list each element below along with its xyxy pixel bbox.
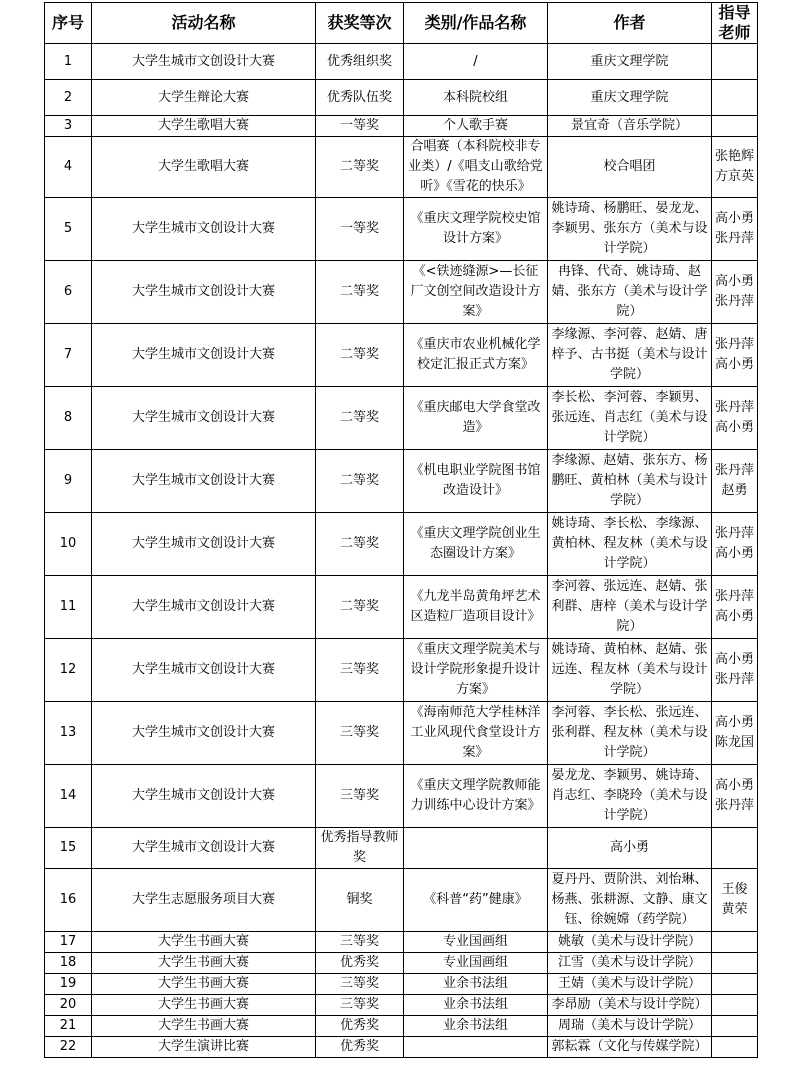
cell-author: 李河蓉、张远连、赵婧、张利群、唐梓（美术与设计学院）: [548, 576, 712, 639]
cell-author: 周瑞（美术与设计学院）: [548, 1016, 712, 1037]
cell-teacher: [712, 44, 758, 80]
cell-teacher: 高小勇 张丹萍: [712, 639, 758, 702]
cell-award: 一等奖: [316, 198, 404, 261]
cell-award: 三等奖: [316, 974, 404, 995]
cell-author: 李缘源、李河蓉、赵婧、唐梓予、古书挺（美术与设计学院）: [548, 324, 712, 387]
cell-no: 9: [45, 450, 92, 513]
cell-author: 李长松、李河蓉、李颖男、张远连、肖志红（美术与设计学院）: [548, 387, 712, 450]
table-row: [45, 932, 758, 953]
cell-award: 优秀奖: [316, 953, 404, 974]
cell-activity: 大学生城市文创设计大赛: [92, 513, 316, 576]
cell-author: 景宜奇（音乐学院）: [548, 116, 712, 137]
table-header-row: [45, 3, 758, 44]
table-row: [45, 953, 758, 974]
cell-work: 合唱赛（本科院校非专业类）/《唱支山歌给党听》《雪花的快乐》: [404, 137, 548, 198]
table-row: [45, 80, 758, 116]
cell-activity: 大学生辩论大赛: [92, 80, 316, 116]
header-work: 类别/作品名称: [404, 3, 548, 44]
cell-teacher: 高小勇 张丹萍: [712, 261, 758, 324]
header-award: 获奖等次: [316, 3, 404, 44]
cell-activity: 大学生城市文创设计大赛: [92, 44, 316, 80]
cell-work: 《重庆市农业机械化学校定汇报正式方案》: [404, 324, 548, 387]
cell-activity: 大学生书画大赛: [92, 1016, 316, 1037]
cell-activity: 大学生城市文创设计大赛: [92, 765, 316, 828]
cell-teacher: 张丹萍 高小勇: [712, 576, 758, 639]
cell-award: 三等奖: [316, 702, 404, 765]
cell-author: 重庆文理学院: [548, 44, 712, 80]
cell-work: [404, 1037, 548, 1058]
table-row: [45, 869, 758, 932]
cell-activity: 大学生歌唱大赛: [92, 137, 316, 198]
cell-work: 《科普“药”健康》: [404, 869, 548, 932]
cell-award: 优秀指导教师奖: [316, 828, 404, 869]
cell-teacher: 王俊 黄荣: [712, 869, 758, 932]
cell-activity: 大学生演讲比赛: [92, 1037, 316, 1058]
cell-no: 12: [45, 639, 92, 702]
cell-activity: 大学生城市文创设计大赛: [92, 261, 316, 324]
cell-author: 王婧（美术与设计学院）: [548, 974, 712, 995]
cell-teacher: [712, 828, 758, 869]
cell-award: 三等奖: [316, 765, 404, 828]
cell-author: 李昂励（美术与设计学院）: [548, 995, 712, 1016]
cell-award: 二等奖: [316, 387, 404, 450]
cell-award: 优秀奖: [316, 1037, 404, 1058]
cell-work: 《重庆文理学院美术与设计学院形象提升设计方案》: [404, 639, 548, 702]
cell-teacher: 高小勇 陈龙国: [712, 702, 758, 765]
cell-teacher: [712, 974, 758, 995]
table-row: [45, 513, 758, 576]
cell-author: 校合唱团: [548, 137, 712, 198]
cell-work: 《重庆邮电大学食堂改造》: [404, 387, 548, 450]
cell-award: 二等奖: [316, 513, 404, 576]
cell-teacher: 张丹萍 高小勇: [712, 324, 758, 387]
cell-activity: 大学生城市文创设计大赛: [92, 387, 316, 450]
cell-work: 业余书法组: [404, 974, 548, 995]
cell-no: 21: [45, 1016, 92, 1037]
cell-no: 18: [45, 953, 92, 974]
cell-work: 业余书法组: [404, 995, 548, 1016]
cell-award: 二等奖: [316, 261, 404, 324]
cell-activity: 大学生城市文创设计大赛: [92, 702, 316, 765]
table-row: [45, 995, 758, 1016]
cell-work: 《九龙半岛黄角坪艺术区造粒厂造项目设计》: [404, 576, 548, 639]
cell-teacher: [712, 932, 758, 953]
cell-award: 优秀奖: [316, 1016, 404, 1037]
cell-author: 李缘源、赵婧、张东方、杨鹏旺、黄柏林（美术与设计学院）: [548, 450, 712, 513]
header-teacher: 指导老师: [712, 3, 758, 44]
cell-work: 业余书法组: [404, 1016, 548, 1037]
cell-teacher: [712, 80, 758, 116]
cell-author: 冉锋、代奇、姚诗琦、赵婧、张东方（美术与设计学院）: [548, 261, 712, 324]
header-author: 作者: [548, 3, 712, 44]
cell-author: 姚敏（美术与设计学院）: [548, 932, 712, 953]
cell-work: 专业国画组: [404, 932, 548, 953]
cell-award: 二等奖: [316, 137, 404, 198]
cell-no: 2: [45, 80, 92, 116]
cell-no: 22: [45, 1037, 92, 1058]
cell-award: 三等奖: [316, 995, 404, 1016]
cell-author: 郭耘霖（文化与传媒学院）: [548, 1037, 712, 1058]
cell-no: 19: [45, 974, 92, 995]
cell-activity: 大学生志愿服务项目大赛: [92, 869, 316, 932]
cell-work: 个人歌手赛: [404, 116, 548, 137]
cell-teacher: 张丹萍 赵勇: [712, 450, 758, 513]
cell-no: 13: [45, 702, 92, 765]
cell-author: 姚诗琦、黄柏林、赵婧、张远连、程友林（美术与设计学院）: [548, 639, 712, 702]
cell-no: 6: [45, 261, 92, 324]
cell-work: 《<铁迹缝源>—长征厂文创空间改造设计方案》: [404, 261, 548, 324]
cell-work: 本科院校组: [404, 80, 548, 116]
cell-author: 夏丹丹、贾阶洪、刘怡琳、杨燕、张耕源、文静、康文钰、徐婉嫦（药学院）: [548, 869, 712, 932]
cell-no: 5: [45, 198, 92, 261]
header-activity: 活动名称: [92, 3, 316, 44]
cell-activity: 大学生城市文创设计大赛: [92, 324, 316, 387]
cell-author: 姚诗琦、李长松、李缘源、黄柏林、程友林（美术与设计学院）: [548, 513, 712, 576]
cell-teacher: 张丹萍 高小勇: [712, 387, 758, 450]
cell-award: 铜奖: [316, 869, 404, 932]
cell-activity: 大学生城市文创设计大赛: [92, 828, 316, 869]
cell-teacher: [712, 116, 758, 137]
cell-teacher: 高小勇 张丹萍: [712, 198, 758, 261]
cell-author: 高小勇: [548, 828, 712, 869]
cell-activity: 大学生城市文创设计大赛: [92, 576, 316, 639]
cell-no: 17: [45, 932, 92, 953]
cell-teacher: [712, 953, 758, 974]
table-row: [45, 702, 758, 765]
cell-award: 三等奖: [316, 932, 404, 953]
cell-award: 二等奖: [316, 576, 404, 639]
cell-no: 16: [45, 869, 92, 932]
table-row: [45, 828, 758, 869]
cell-author: 重庆文理学院: [548, 80, 712, 116]
table-row: [45, 974, 758, 995]
cell-work: 《重庆文理学院教师能力训练中心设计方案》: [404, 765, 548, 828]
header-no: 序号: [45, 3, 92, 44]
cell-no: 14: [45, 765, 92, 828]
cell-no: 15: [45, 828, 92, 869]
cell-activity: 大学生城市文创设计大赛: [92, 639, 316, 702]
cell-award: 三等奖: [316, 639, 404, 702]
cell-activity: 大学生城市文创设计大赛: [92, 450, 316, 513]
cell-award: 优秀组织奖: [316, 44, 404, 80]
cell-work: 专业国画组: [404, 953, 548, 974]
cell-teacher: [712, 1037, 758, 1058]
table-row: [45, 1037, 758, 1058]
table-row: [45, 116, 758, 137]
cell-award: 二等奖: [316, 324, 404, 387]
cell-work: [404, 828, 548, 869]
table-row: [45, 324, 758, 387]
cell-teacher: [712, 1016, 758, 1037]
cell-author: 李河蓉、李长松、张远连、张利群、程友林（美术与设计学院）: [548, 702, 712, 765]
cell-teacher: 张艳辉 方京英: [712, 137, 758, 198]
table-row: [45, 137, 758, 198]
table-row: [45, 450, 758, 513]
cell-work: 《机电职业学院图书馆改造设计》: [404, 450, 548, 513]
table-row: [45, 639, 758, 702]
table-row: [45, 1016, 758, 1037]
cell-award: 一等奖: [316, 116, 404, 137]
cell-work: /: [404, 44, 548, 80]
cell-work: 《重庆文理学院创业生态圈设计方案》: [404, 513, 548, 576]
table-row: [45, 198, 758, 261]
cell-activity: 大学生歌唱大赛: [92, 116, 316, 137]
table-row: [45, 765, 758, 828]
cell-award: 二等奖: [316, 450, 404, 513]
cell-activity: 大学生书画大赛: [92, 932, 316, 953]
cell-author: 晏龙龙、李颖男、姚诗琦、肖志红、李晓玲（美术与设计学院）: [548, 765, 712, 828]
table-row: [45, 261, 758, 324]
cell-activity: 大学生书画大赛: [92, 974, 316, 995]
cell-no: 11: [45, 576, 92, 639]
cell-no: 4: [45, 137, 92, 198]
cell-author: 江雪（美术与设计学院）: [548, 953, 712, 974]
table-row: [45, 576, 758, 639]
cell-no: 20: [45, 995, 92, 1016]
cell-activity: 大学生书画大赛: [92, 953, 316, 974]
cell-teacher: 张丹萍 高小勇: [712, 513, 758, 576]
cell-award: 优秀队伍奖: [316, 80, 404, 116]
cell-no: 10: [45, 513, 92, 576]
table-row: [45, 44, 758, 80]
cell-no: 1: [45, 44, 92, 80]
table-body: [45, 44, 758, 1058]
cell-no: 8: [45, 387, 92, 450]
cell-activity: 大学生城市文创设计大赛: [92, 198, 316, 261]
cell-teacher: 高小勇 张丹萍: [712, 765, 758, 828]
cell-activity: 大学生书画大赛: [92, 995, 316, 1016]
cell-work: 《海南师范大学桂林洋工业风现代食堂设计方案》: [404, 702, 548, 765]
cell-author: 姚诗琦、杨鹏旺、晏龙龙、李颖男、张东方（美术与设计学院）: [548, 198, 712, 261]
cell-no: 7: [45, 324, 92, 387]
award-list-table: [44, 2, 758, 1058]
cell-no: 3: [45, 116, 92, 137]
cell-work: 《重庆文理学院校史馆设计方案》: [404, 198, 548, 261]
cell-teacher: [712, 995, 758, 1016]
table-row: [45, 387, 758, 450]
